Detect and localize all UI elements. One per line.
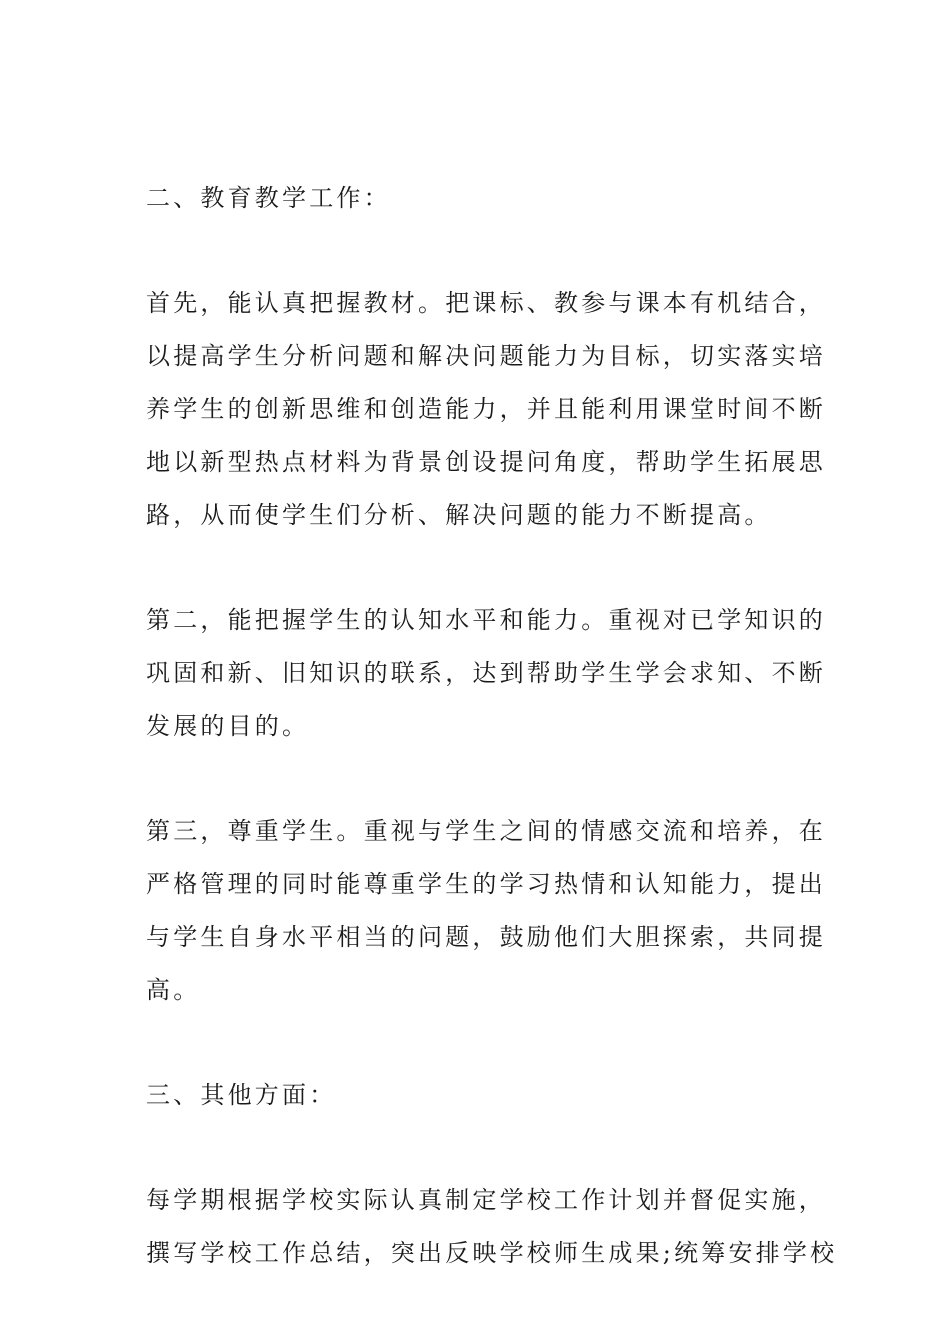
paragraph-spacer	[146, 1017, 816, 1069]
document-body	[146, 172, 838, 1280]
paragraph-line: 每学期根据学校实际认真制定学校工作计划并督促实施，	[146, 1186, 826, 1214]
paragraph-line: 巩固和新、旧知识的联系，达到帮助学生学会求知、不断	[146, 659, 826, 687]
paragraph	[146, 277, 826, 542]
paragraph-line: 以提高学生分析问题和解决问题能力为目标，切实落实培	[146, 342, 826, 370]
paragraph-spacer	[146, 225, 816, 277]
paragraph-line: 首先，能认真把握教材。把课标、教参与课本有机结合，	[146, 289, 826, 317]
paragraph-line: 撰写学校工作总结，突出反映学校师生成果;统筹安排学校	[146, 1239, 838, 1267]
paragraph-line: 养学生的创新思维和创造能力，并且能利用课堂时间不断	[146, 395, 826, 423]
paragraph-line: 路，从而使学生们分析、解决问题的能力不断提高。	[146, 501, 772, 529]
paragraph-spacer	[146, 753, 816, 805]
paragraph-spacer	[146, 542, 816, 594]
paragraph	[146, 1174, 838, 1280]
paragraph-line: 严格管理的同时能尊重学生的学习热情和认知能力，提出	[146, 870, 826, 898]
paragraph-line: 地以新型热点材料为背景创设提问角度，帮助学生拓展思	[146, 448, 826, 476]
paragraph-line: 与学生自身水平相当的问题，鼓励他们大胆探索，共同提	[146, 923, 826, 951]
paragraph-line: 发展的目的。	[146, 712, 310, 740]
paragraph-spacer	[146, 1122, 816, 1174]
paragraph-line: 第三，尊重学生。重视与学生之间的情感交流和培养，在	[146, 817, 826, 845]
section-heading: 二、教育教学工作：	[146, 184, 391, 212]
paragraph-line: 第二，能把握学生的认知水平和能力。重视对已学知识的	[146, 606, 826, 634]
paragraph	[146, 594, 826, 753]
paragraph-line: 高。	[146, 976, 201, 1004]
paragraph	[146, 805, 826, 1017]
section-heading: 三、其他方面：	[146, 1081, 337, 1109]
